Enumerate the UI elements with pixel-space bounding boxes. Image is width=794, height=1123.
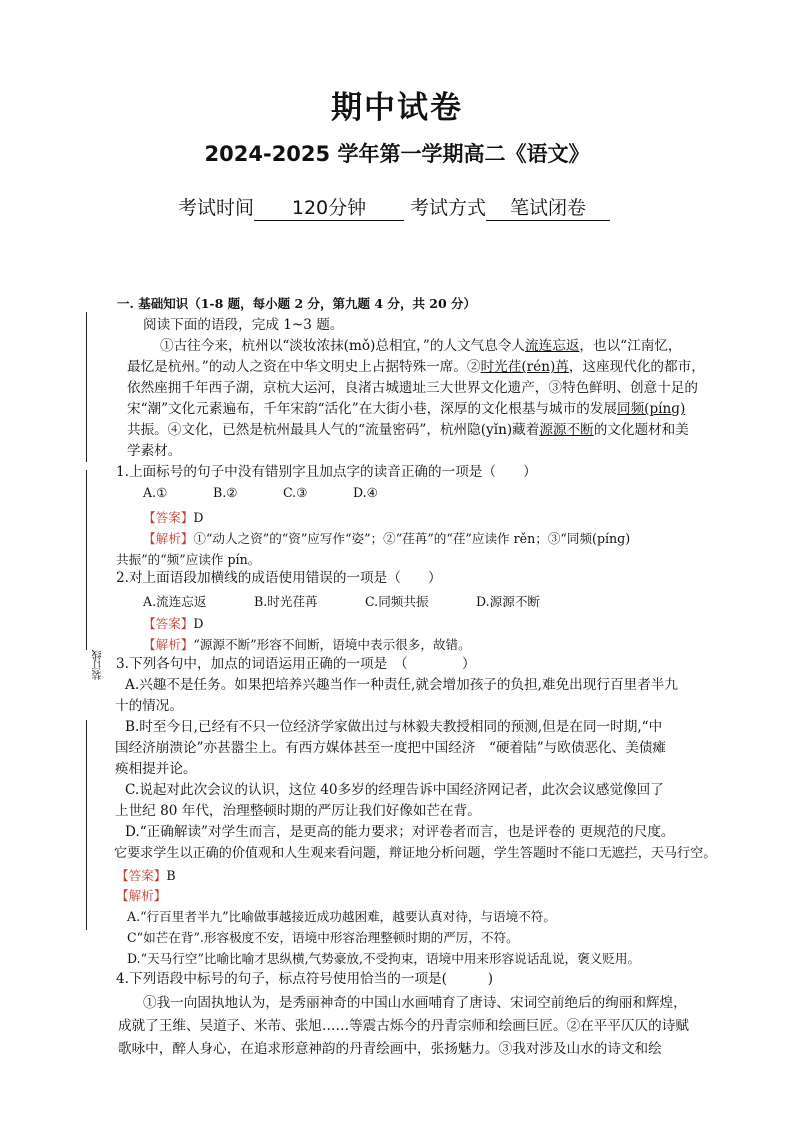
option-c: C.同频共振 [365,594,429,609]
question-3-option-d-cont: 它要求学生以正确的价值观和人生观来看问题，辩证地分析问题，学生答题时不能口无遮拦，天马行空。 [114,846,717,861]
question-3-analysis-tag: 【解析】 [116,888,167,903]
question-3-option-c-cont: 上世纪 80 年代，治理整顿时期的严厉让我们好像如芒在背。 [115,803,481,819]
option-d: D.④ [353,485,378,500]
underlined-idiom: 同频(pínɡ) [616,401,686,417]
question-4-passage: ①我一向固执地认为，是秀丽神奇的中国山水画哺育了唐诗、宋词空前绝后的绚丽和辉煌， [143,995,687,1011]
binding-line [86,312,87,462]
question-1-analysis-cont: 共振”的“频”应读作 pín。 [116,552,261,567]
option-a: A.① [143,485,168,500]
exam-time-value: 120分钟 [254,193,404,221]
exam-mode-value: 笔试闭卷 [486,193,610,221]
passage-intro: 阅读下面的语段，完成 1~3 题。 [143,317,344,333]
question-2-options [143,591,540,610]
passage-line: 共振。④文化，已然是杭州最具人气的“流量密码”，杭州隐(yǐn)藏着源源不断的文化题材和美 [127,422,689,438]
question-3-analysis-a: A.“行百里者半九”比喻做事越接近成功越困难，越要认真对待，与语境不符。 [127,909,556,924]
underlined-idiom: 源源不断 [539,422,594,438]
passage-line: 学素材。 [127,443,182,459]
binding-margin-label: 装订线 [93,650,104,680]
binding-line [86,470,87,650]
passage-line: ①古往今来，杭州以“淡妆浓抹(mǒ)总相宜，”的人文气息令人流连忘返，也以“江南忆， [160,338,682,354]
passage-line: 宋“潮”文化元素遍布，千年宋韵“活化”在大街小巷，深厚的文化根基与城市的发展同频(pínɡ) [127,401,686,417]
page-subtitle: 2024-2025 学年第一学期高二《语文》 [204,142,590,166]
question-1-options [143,485,378,500]
section-heading: 一. 基础知识（1-8 题，每小题 2 分，第九题 4 分，共 20 分） [117,296,477,311]
option-b: B.时光荏苒 [254,594,318,609]
option-b: B.② [213,485,238,500]
question-1-analysis: 【解析】①“动人之资”的“资”应写作“姿”；②“荏苒”的“荏”应读作 rěn；③“同频(pínɡ) [143,531,631,546]
binding-line [86,720,87,930]
question-3-analysis-c: C“如芒在背”.形容极度不安，语境中形容治理整顿时期的严厉，不符。 [127,930,519,945]
question-3-option-b-cont: 痪相提并论。 [115,761,197,777]
passage-line: 最忆是杭州。”的动人之资在中华文明史上占据特殊一席。②时光荏(rén)苒，这座现代化的都市， [127,359,705,375]
question-3-option-b: B.时至今日,已经有不只一位经济学家做出过与林毅夫教授相同的预测,但是在同一时期,“中 [125,719,663,735]
option-a: A.流连忘返 [143,594,207,609]
passage-line: 依然座拥千年西子湖，京杭大运河，良渚古城遗址三大世界文化遗产，③特色鲜明、创意十足的 [127,380,698,396]
underlined-idiom: 流连忘返 [525,338,580,354]
question-2-stem: 2.对上面语段加横线的成语使用错误的一项是（ ） [116,570,442,586]
question-1-answer: 【答案】D [143,510,204,525]
question-3-option-a-cont: 十的情况。 [115,698,183,714]
question-4-stem: 4.下列语段中标号的句子，标点符号使用恰当的一项是( ) [116,971,494,987]
question-3-option-b-cont: 国经济崩溃论”亦甚嚣尘上。有西方媒体甚至一度把中国经济 “硬着陆”与欧债恶化、美债瘫 [115,740,667,756]
question-3-analysis-d: D.“天马行空”比喻比喻才思纵横,气势豪放,不受拘束，语境中用来形容说话乱说，褒义贬用。 [127,951,641,966]
exam-info [178,193,610,221]
exam-time-label: 考试时间 [178,197,255,219]
question-3-option-d: D.“正确解读”对学生而言，是更高的能力要求；对评卷者而言，也是评卷的 更规范的尺度。 [125,824,675,840]
question-3-option-c: C.说起对此次会议的认识，这位 40多岁的经理告诉中国经济网记者，此次会议感觉像回了 [125,782,664,798]
question-4-passage: 成就了王维、吴道子、米芾、张旭……等震古烁今的丹青宗师和绘画巨匠。②在平平仄仄的诗赋 [118,1018,689,1034]
page-title: 期中试卷 [331,90,463,126]
question-3-option-a: A.兴趣不是任务。如果把培养兴趣当作一种责任,就会增加孩子的负担,难免出现行百里者半九 [125,677,678,693]
underlined-idiom: 时光荏(rén)苒 [480,359,569,375]
exam-mode-label: 考试方式 [410,197,487,219]
question-2-analysis: 【解析】“源源不断”形容不间断，语境中表示很多，故错。 [143,637,471,652]
option-d: D.源源不断 [476,594,541,609]
option-c: C.③ [283,485,308,500]
question-3-stem: 3.下列各句中，加点的词语运用正确的一项是 （ ） [116,656,476,672]
question-4-passage: 歌咏中，醉人身心，在追求形意神韵的丹青绘画中，张扬魅力。③我对涉及山水的诗文和绘 [118,1041,662,1057]
question-3-answer: 【答案】B [116,868,176,883]
question-2-answer: 【答案】D [143,616,204,631]
question-1-stem: 1.上面标号的句子中没有错别字且加点字的读音正确的一项是（ ） [116,464,537,480]
